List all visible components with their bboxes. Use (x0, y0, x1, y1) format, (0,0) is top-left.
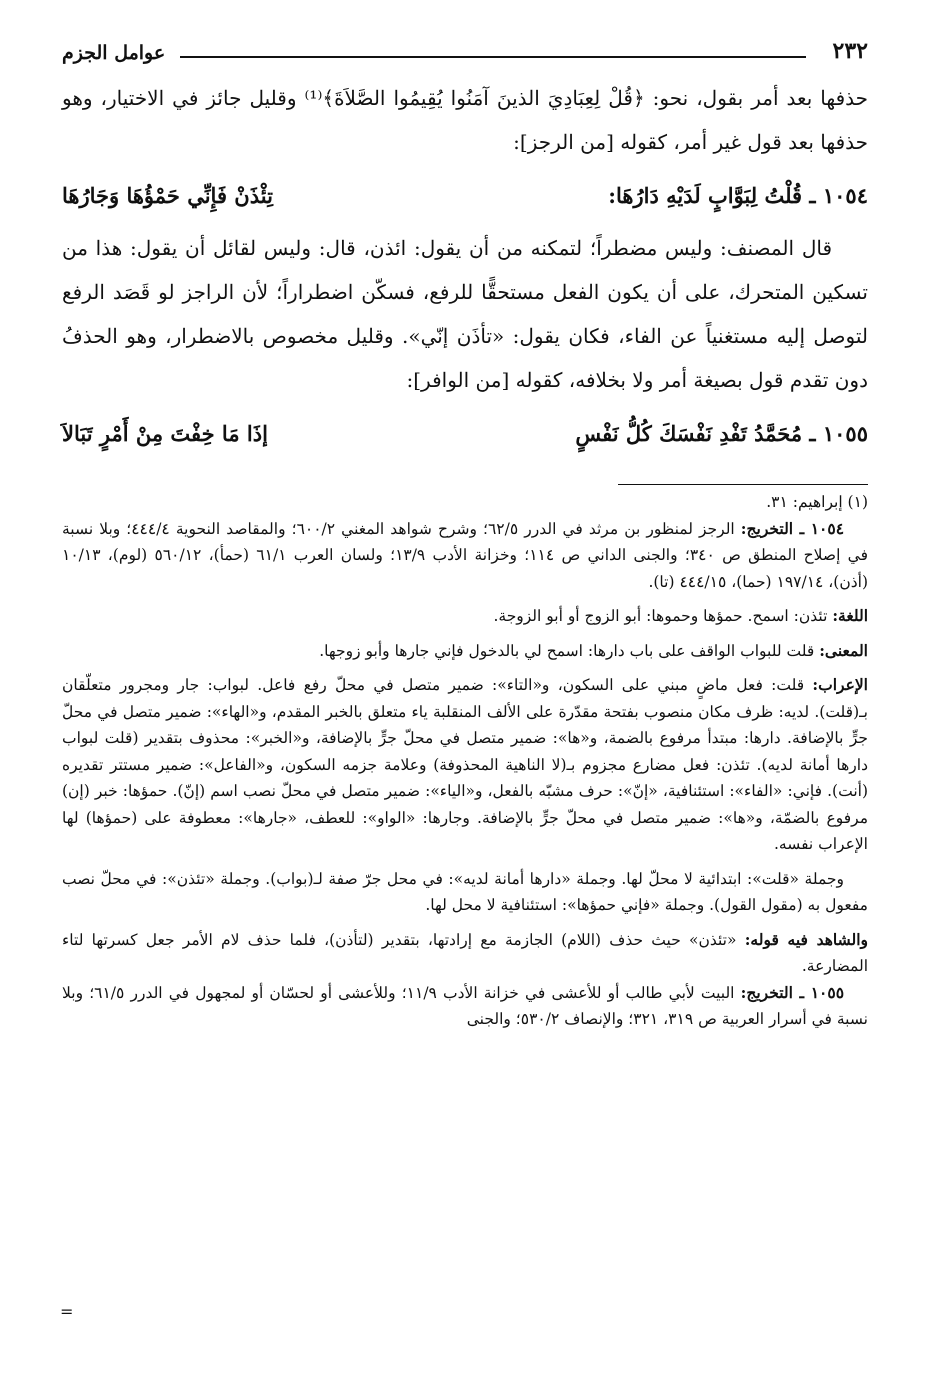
continued-mark: = (60, 1302, 74, 1321)
takhrij-label: ١٠٥٤ ـ التخريج: (740, 518, 845, 538)
main-text (62, 76, 868, 464)
verse-second-hemistich: تِئْذَنْ فَإِنِّي حَمْؤُهَا وَجَارُهَا (62, 182, 273, 208)
running-header (62, 28, 868, 64)
irab: الإعراب: قلت: فعل ماضٍ مبني على السكون، و«التاء»: ضمير متصل في محلّ رفع فاعل. لبواب: جار ومجرور متعلّقان بـ(قلت). لديه: ظرف مكان منصوب بفتحة مقدّرة على الألف المنقلبة ياء متعلق بالخبر المقدم، و«الهاء»: ضمير متصل في محلّ جرٍّ بالإضافة. دارها: مبتدأ مرفوع بالضمة، و«ها»: ضمير متصل في محلّ جرٍّ بالإضافة، و«الخبر»: محذوف بتقدير (قلت لبواب دارها أمانة لديه). تئذن: فعل مضارع مجزوم بـ(لا الناهية المحذوفة) وعلامة جزمه السكون، و«الفاعل»: ضمير مستتر تقديره (أنت). فإني: «الفاء»: استئنافية، «إنّ»: حرف مشبّه بالفعل، و«الياء»: ضمير متصل في محلّ نصب اسم (إنّ). حمؤها: خبر (إن) مرفوع بالضمّة، و«ها»: ضمير متصل في محلّ جرٍّ بالإضافة. وجارها: «الواو»: للعطف، «جارها»: معطوفة على (حمؤها) لها الإعراب نفسه. (62, 675, 868, 853)
running-title: عوامل الجزم (62, 42, 166, 64)
page (62, 28, 868, 1368)
paragraph: حذفها بعد أمر بقول، نحو: ﴿قُلْ لِعِبَادِيَ الذينَ آمَنُوا يُقِيمُوا الصَّلاَةَ﴾⁽¹⁾ وقليل جائز في الاختيار، وهو حذفها بعد قول غير أمر، كقوله [من الرجز]: (62, 86, 868, 154)
shahid-label: والشاهد فيه قوله: (744, 929, 868, 949)
verse-first-hemistich: قُلْتُ لِبَوَّابٍ لَدَيْهِ دَارُهَا: (608, 182, 803, 208)
maana-label: المعنى: (819, 640, 868, 660)
page-number: ٢٣٢ (832, 38, 868, 64)
lugha: اللغة: تئذن: اسمح. حمؤها وحموها: أبو الزوج أو أبو الزوجة. (493, 606, 868, 625)
footnote-1: (١) إبراهيم: ٣١. (766, 493, 868, 511)
takhrij-1054: ١٠٥٤ ـ التخريج: الرجز لمنظور بن مرثد في الدرر ٦٢/٥؛ وشرح شواهد المغني ٦٠٠/٢؛ والمقاصد النحوية ٤٤٤/٤؛ وبلا نسبة في إصلاح المنطق ص ٣٤٠؛ والجنى الداني ص ١١٤؛ وخزانة الأدب ١٣/٩؛ ولسان العرب ٦١/١ (حمأ)، ٥٦٠/١٢ (لوم)، ١٠/١٣ (أذن)، ١٩٧/١٤ (حما)، ٤٤٤/١٥ (تا). (62, 518, 869, 591)
shahid: والشاهد فيه قوله: «تئذن» حيث حذف (اللام) الجازمة مع إرادتها، بتقدير (لتأذن)، فلما حذف لام الأمر جعل كسرتها لتاء المضارعة. (62, 929, 868, 975)
verse-second-hemistich: إذَا مَا خِفْتَ مِنْ أَمْرٍ تَبَالاَ (62, 420, 268, 446)
verse-1055 (62, 402, 868, 464)
maana: المعنى: قلت للبواب الواقف على باب دارها: اسمح لي بالدخول فإني جارها وأبو زوجها. (319, 640, 868, 660)
verse-1054 (62, 164, 868, 226)
paragraph: قال المصنف: وليس مضطراً؛ لتمكنه من أن يقول: ائذن، قال: وليس لقائل أن يقول: هذا من تسكين المتحرك، على أن يكون الفعل مستحقًّا للرفع، فسكّن اضطراراً؛ لأن الراجز لو قَصَد الرفع لتوصل إليه مستغنياً عن الفاء، فكان يقول: «تأذَن إنّي». وقليل مخصوص بالاضطرار، وهو الحذفُ دون تقدم قول بصيغة أمر ولا بخلافه، كقوله [من الوافر]: (62, 236, 868, 392)
takhrij-1055: ١٠٥٥ ـ التخريج: البيت لأبي طالب أو للأعشى في خزانة الأدب ١١/٩؛ وللأعشى أو لحسّان أو لمجهول في الدرر ٦١/٥؛ وبلا نسبة في أسرار العربية ص ٣١٩، ٣٢١؛ والإنصاف ٥٣٠/٢؛ والجنى (62, 982, 868, 1028)
footnote-separator (618, 484, 868, 485)
verse-first-hemistich: مُحَمَّدُ تَفْدِ نَفْسَكَ كُلُّ نَفْسٍ (575, 420, 803, 446)
takhrij-label: ١٠٥٥ ـ التخريج: (740, 982, 845, 1002)
header-rule (180, 56, 806, 58)
footnotes (62, 489, 868, 1033)
lugha-label: اللغة: (832, 606, 868, 625)
verse-number: ١٠٥٤ ـ (809, 182, 868, 208)
jumla: وجملة «قلت»: ابتدائية لا محلّ لها. وجملة «دارها أمانة لديه»: في محل جرّ صفة لـ(بواب). وجملة «تئذن»: في محلّ نصب مفعول به (مقول القول). وجملة «فإني حمؤها»: استئنافية لا محل لها. (62, 869, 868, 914)
irab-label: الإعراب: (812, 675, 868, 694)
verse-number: ١٠٥٥ ـ (809, 420, 868, 446)
